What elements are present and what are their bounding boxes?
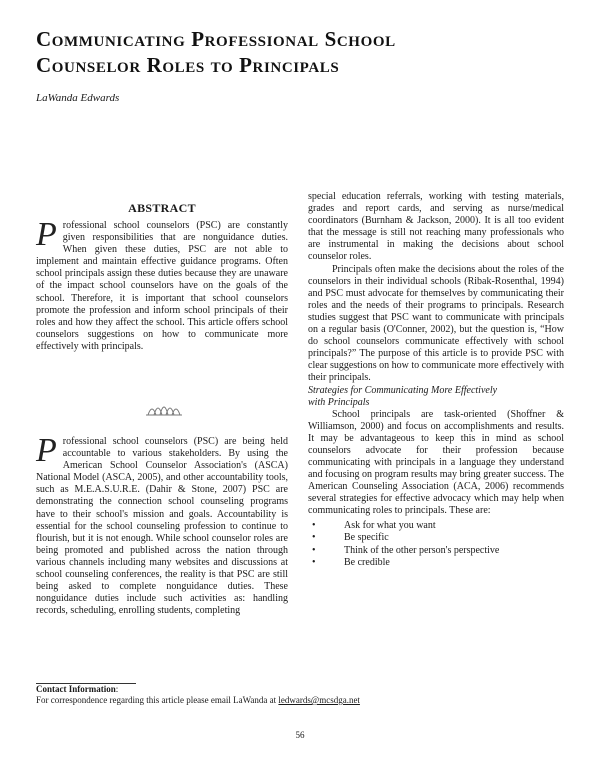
contact-label: Contact Information: [36, 684, 116, 694]
contact-text: For correspondence regarding this article please email LaWanda at: [36, 695, 279, 705]
email-link[interactable]: ledwards@mcsdga.net: [278, 695, 360, 705]
contact-information: Contact Information: For correspondence regarding this article please email LaWanda at ledwards@mcsdga.net: [36, 684, 360, 705]
bullet-icon: •: [312, 544, 316, 556]
section-subheading: Strategies for Communicating More Effectively with Principals: [308, 384, 498, 408]
abstract-text: [36, 216, 288, 353]
author-name: LaWanda Edwards: [36, 92, 120, 104]
intro-text: [36, 432, 288, 617]
list-item: • Think of the other person's perspective: [312, 544, 500, 556]
paragraph-strategies: School principals are task-oriented (Shoffner & Williamson, 2000) and focus on accomplishments and results. It may be advantageous to keep this in mind as school counselors advocate for their profession because communicating with principals in a language they understand and focusing on program results may bring greater success. The American Counseling Association (ACA, 2006) recommends several strategies for effective advocacy which may help when communicating roles to principals. These are:: [308, 408, 564, 517]
bullet-icon: •: [312, 519, 316, 531]
right-column: [308, 191, 564, 570]
abstract-heading: ABSTRACT: [128, 201, 196, 215]
article-title: [36, 26, 576, 78]
title-line-2: Counselor Roles to Principals: [36, 53, 340, 77]
advocacy-list: [308, 520, 564, 570]
list-item: • Ask for what you want: [312, 519, 436, 531]
bullet-icon: •: [312, 557, 316, 569]
abstract-dropcap: P: [36, 216, 57, 253]
abstract-body: rofessional school counselors (PSC) are constantly given responsibilities that are nonguidance duties. When given these duties, PSC are not able to implement and maintain effective guidance programs. Often school principals assign these duties because they are unaware of the impact school counselors have on the goals of the school. Therefore, it is important that school counselors promote the profession and inform school principals of their roles and how they affect the school. This article offers school counselors suggestions on how to communicate more effectively with principals.: [36, 220, 288, 352]
bullet-icon: •: [312, 532, 316, 544]
decorative-ornament-icon: [144, 399, 184, 417]
title-line-1: Communicating Professional School: [36, 27, 396, 51]
body-dropcap: P: [36, 432, 57, 469]
list-item: • Be specific: [312, 532, 389, 544]
paragraph-principals: Principals often make the decisions about the roles of the counselors in their individual schools (Ribak-Rosenthal, 1994) and PSC must advocate for themselves by communicating their roles and the needs of their programs to principals. Research studies suggest that PSC want to communicate with principals on a regular basis (O'Conner, 2002), but the question is, “How do school counselors communicate effectively with school principals?” The purpose of this article is to provide PSC with clear suggestions on how to communicate more effectively with their principals.: [308, 263, 564, 384]
body-left-text: rofessional school counselors (PSC) are being held accountable to various stakeholders. By using the American School Counselor Association's (ASCA) National Model (ASCA, 2005), and other accountability tools, such as M.E.A.S.U.R.E. (Dahir & Stone, 2007) PSC are demonstrating the connection school counseling programs have to their school's mission and goals. Accountability is essential for the school counseling profession to continue to flourish, but it is not enough. While school counselor roles are being promoted and published across the nation through various channels including many websites and discussions at school counseling conferences, the reality is that PSC are still being asked to complete nonguidance duties. These nonguidance duties include such activities as: handling records, scheduling, enrolling students, completing: [36, 436, 288, 617]
list-item: • Be credible: [312, 557, 390, 569]
paragraph-continued: special education referrals, working with testing materials, grades and report cards, and serving as nurse/medical coordinators (Burnham & Jackson, 2000). It is all too evident that the message is still not reaching many professionals who are instrumental in making the decisions about school counselor roles.: [308, 191, 564, 263]
page-number: 56: [295, 730, 305, 740]
